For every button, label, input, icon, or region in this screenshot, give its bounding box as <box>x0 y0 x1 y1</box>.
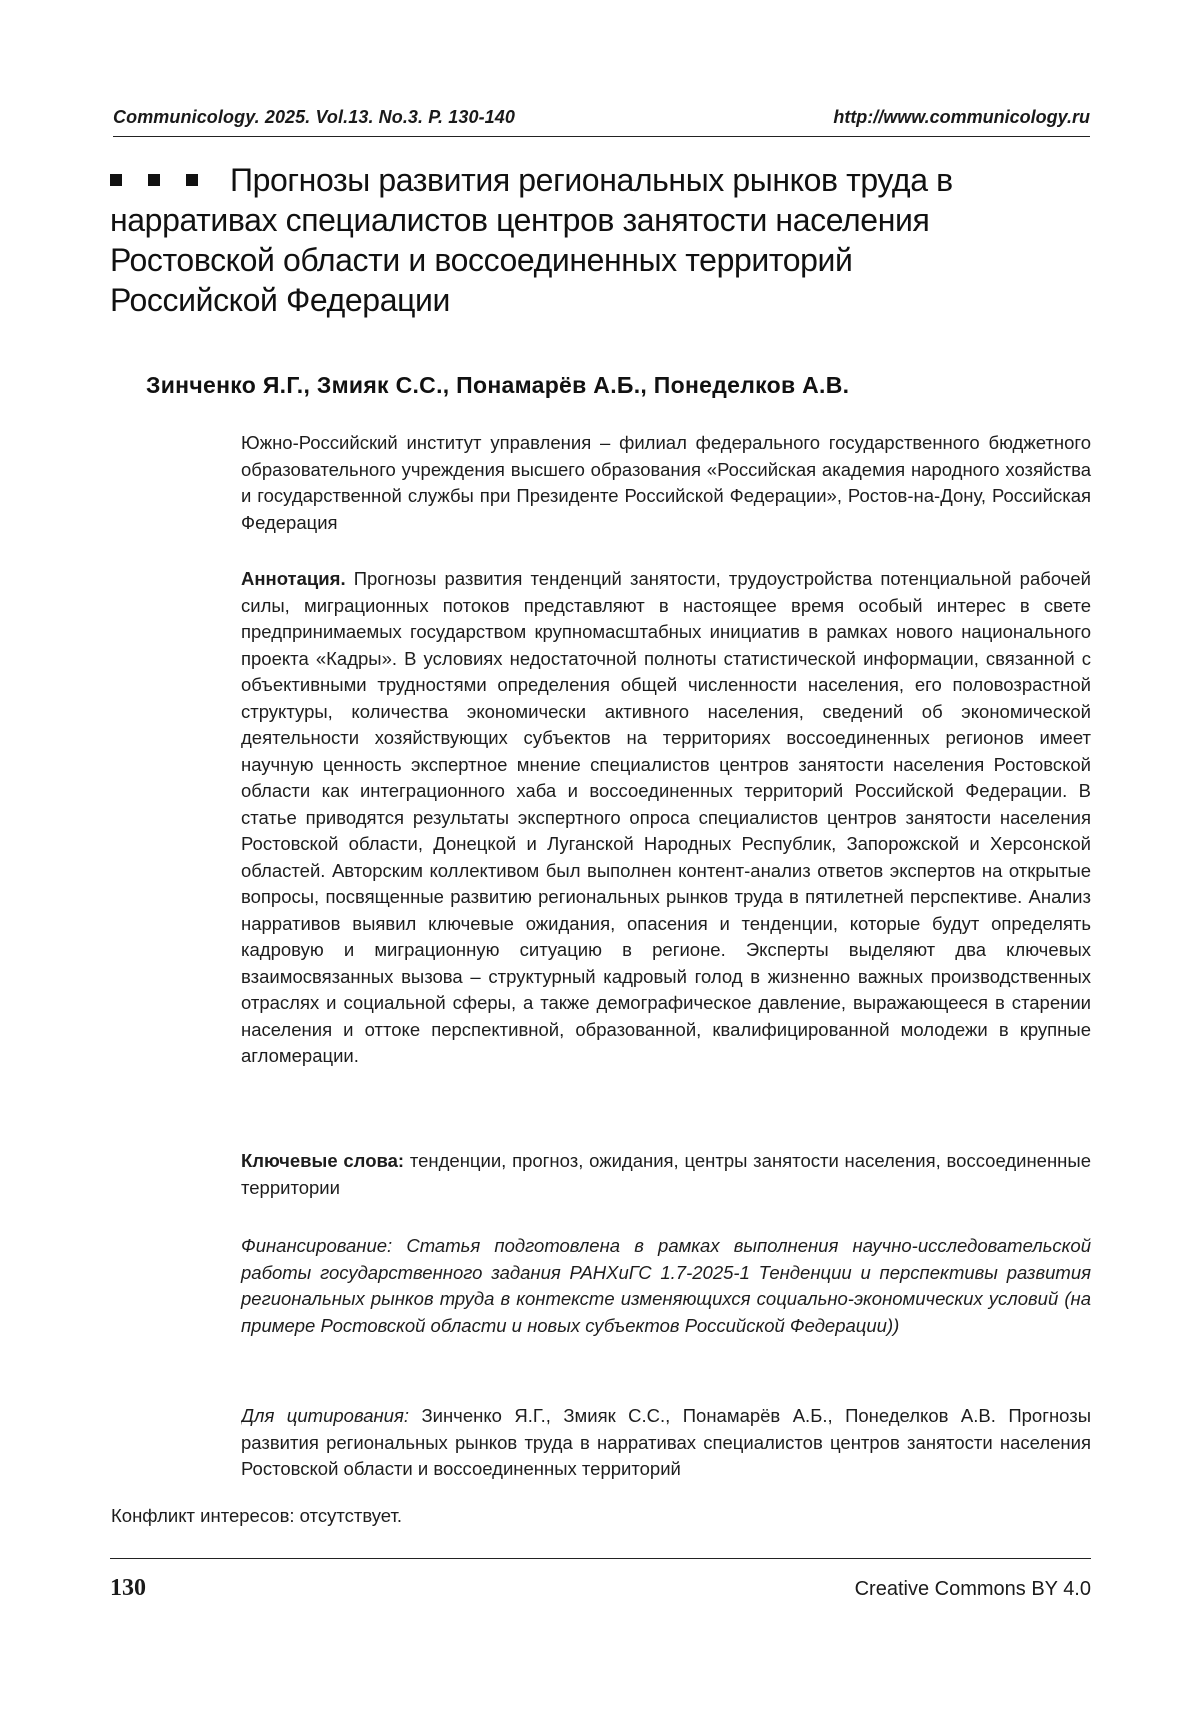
keywords <box>241 1148 1091 1201</box>
journal-url[interactable]: http://www.communicology.ru <box>833 107 1090 127</box>
conflict-of-interest: Конфликт интересов: отсутствует. <box>111 1505 403 1526</box>
license: Creative Commons BY 4.0 <box>854 1578 1091 1600</box>
article-title: Прогнозы развития региональных рынков труда в нарративах специалистов центров занятости населения Ростовской области и воссоединенных территорий Российской Федерации <box>110 162 953 318</box>
abstract-text: Прогнозы развития тенденций занятости, трудоустройства потенциальной рабочей силы, миграционных потоков представляют в настоящее время особый интерес в свете предпринимаемых государством крупномасштабных инициатив в рамках нового национального проекта «Кадры». В условиях недостаточной полноты статистической информации, связанной с объективными трудностями определения общей численности населения, его половозрастной структуры, количества экономически активного населения, сведений об экономической деятельности хозяйствующих субъектов на территориях воссоединенных регионов имеет научную ценность экспертное мнение специалистов центров занятости населения Ростовской области как интеграционного хаба и воссоединенных территорий Российской Федерации. В статье приводятся результаты экспертного опроса специалистов центров занятости населения Ростовской области, Донецкой и Луганской Народных Республик, Запорожской и Херсонской областей. Авторским коллективом был выполнен контент-анализ ответов экспертов на открытые вопросы, посвященные развитию региональных рынков труда в пятилетней перспективе. Анализ нарративов выявил ключевые ожидания, опасения и тенденции, которые будут определять кадровую и миграционную ситуацию в регионе. Эксперты выделяют два ключевых взаимосвязанных вызова – структурный кадровый голод в жизненно важных производственных отраслях и социальной сферы, а также демографическое давление, выражающееся в старении населения и оттоке перспективной, образованной, квалифицированной молодежи в крупные агломерации. <box>241 568 1092 1066</box>
square-bullet-icon <box>148 174 160 186</box>
citation-label: Для цитирования: <box>241 1405 409 1426</box>
keywords-text: тенденции, прогноз, ожидания, центры занятости населения, воссоединенные территории <box>241 1150 1091 1198</box>
citation-text: Зинченко Я.Г., Змияк С.С., Понамарёв А.Б., Понеделков А.В. Прогнозы развития региональных рынков труда в нарративах специалистов центров занятости населения Ростовской области и воссоединенных территорий <box>241 1405 1091 1479</box>
citation <box>241 1403 1091 1487</box>
square-bullet-icon <box>110 174 122 186</box>
abstract <box>241 566 1091 1070</box>
funding: Финансирование: Статья подготовлена в рамках выполнения научно-исследовательской работы государственного задания РАНХиГС 1.7-2025-1 Тенденции и перспективы развития региональных рынков труда в контексте изменяющихся социально-экономических условий (на примере Ростовской области и новых субъектов Российской Федерации)) <box>241 1235 1091 1336</box>
keywords-label: Ключевые слова: <box>241 1150 405 1171</box>
abstract-label: Аннотация. <box>241 568 346 589</box>
article-title-block <box>110 160 990 320</box>
authors: Зинченко Я.Г., Змияк С.С., Понамарёв А.Б., Понеделков А.В. <box>146 372 850 398</box>
page-footer <box>110 1558 1091 1619</box>
page-number: 130 <box>110 1575 146 1601</box>
square-bullet-icon <box>186 174 198 186</box>
affiliation: Южно-Российский институт управления – филиал федерального государственного бюджетного образовательного учреждения высшего образования «Российская академия народного хозяйства и государственной службы при Президенте Российской Федерации», Ростов-на-Дону, Российская Федерация <box>241 432 1091 533</box>
journal-citation: Communicology. 2025. Vol.13. No.3. P. 130-140 <box>113 107 515 127</box>
running-header <box>113 106 1090 137</box>
